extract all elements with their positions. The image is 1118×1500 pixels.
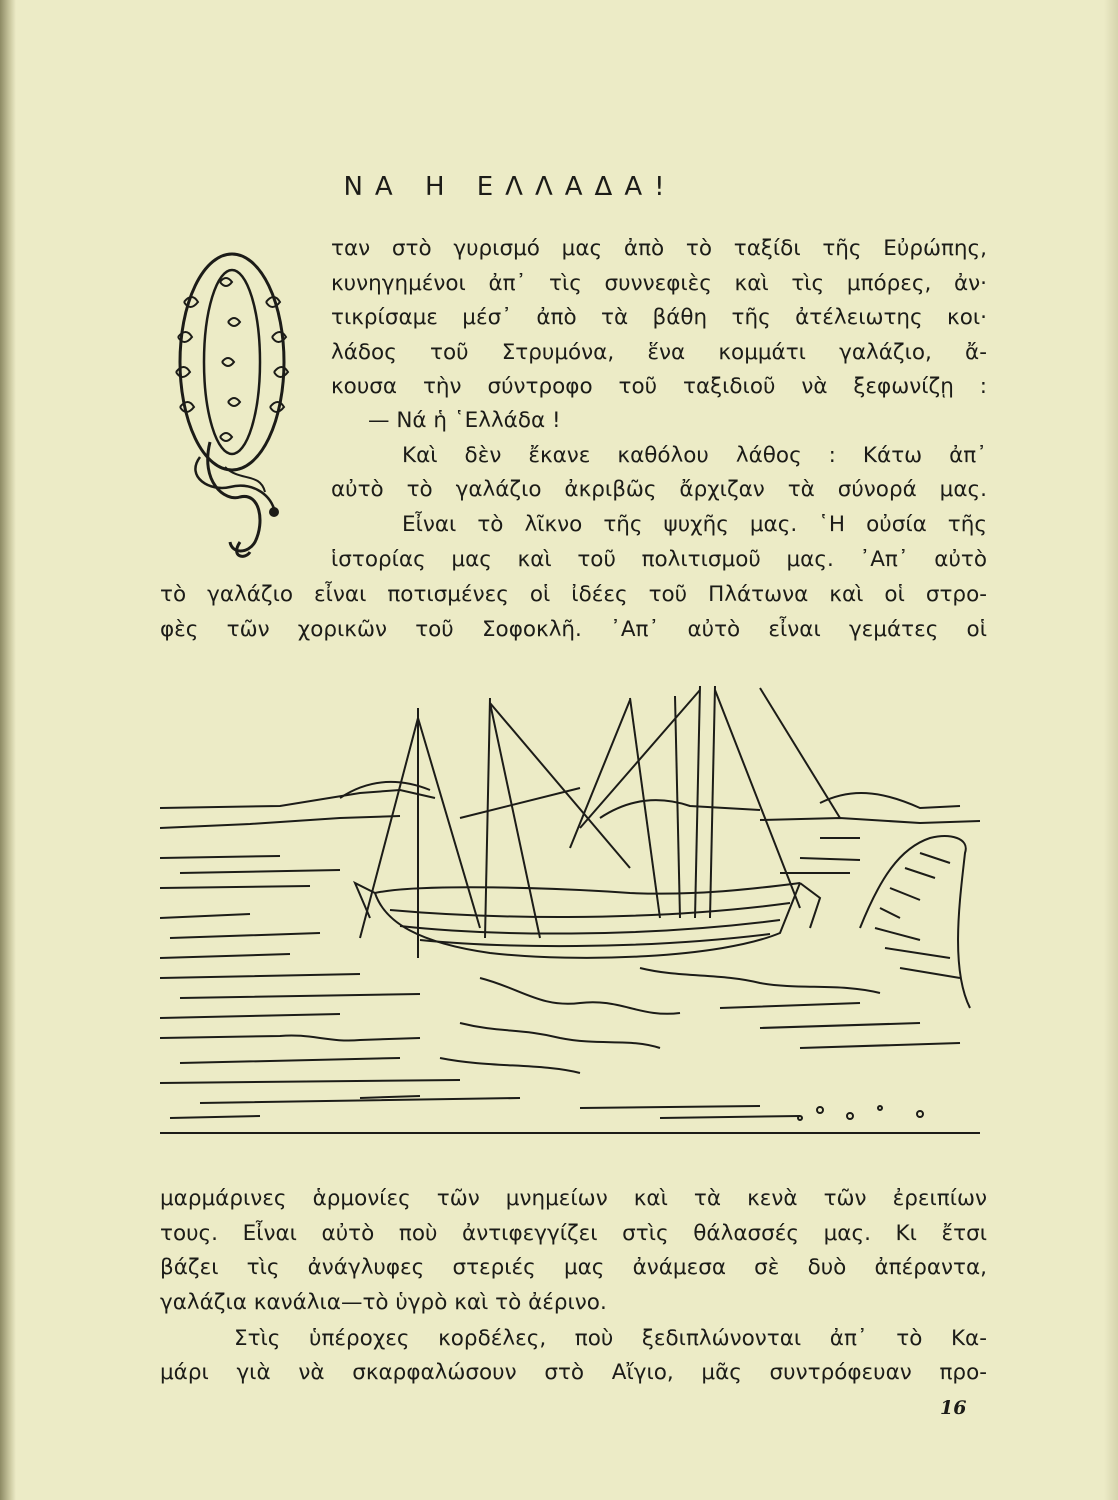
text-line: τικρίσαμε μέσ᾿ ἀπὸ τὰ βάθη τῆς ἀτέλειωτης κοι· <box>331 305 987 330</box>
paragraph-2-line-3 <box>402 508 987 543</box>
text-line: βάζει τὶς ἀνάγλυφες στεριές μας ἀνάμεσα σὲ δυὸ ἀπέραντα, <box>160 1255 987 1280</box>
page-binding-edge <box>0 0 16 1500</box>
text-line: ταν στὸ γυρισμό μας ἀπὸ τὸ ταξίδι τῆς Εὐρώπης, <box>331 236 987 261</box>
text-line: Καὶ δὲν ἔκανε καθόλου λάθος : Κάτω ἀπ᾿ <box>402 443 987 468</box>
text-line: κουσα τὴν σύντροφο τοῦ ταξιδιοῦ νὰ ξεφωνίζῃ : <box>331 374 987 399</box>
chapter-title: ΝΑ Η ΕΛΛΑΔΑ! <box>343 172 677 202</box>
paragraph-2-line-2 <box>331 473 987 508</box>
text-line: λάδος τοῦ Στρυμόνα, ἕνα κομμάτι γαλάζιο, ἄ- <box>331 339 987 365</box>
paragraph-4-second-line <box>160 1356 987 1391</box>
text-line: μάρι γιὰ νὰ σκαρφαλώσουν στὸ Αἴγιο, μᾶς συντρόφευαν προ- <box>160 1360 987 1385</box>
text-line: — Νά ἡ ῾Ελλάδα ! <box>368 408 561 433</box>
text-line: αὐτὸ τὸ γαλάζιο ἀκριβῶς ἄρχιζαν τὰ σύνορά μας. <box>331 477 987 502</box>
ornamental-drop-cap-icon <box>170 242 305 562</box>
text-line: γαλάζια κανάλια—τὸ ὑγρὸ καὶ τὸ ἀέρινο. <box>160 1289 607 1315</box>
paragraph-4-first-line <box>234 1322 987 1357</box>
paragraph-2-start <box>402 439 987 474</box>
page-number: 16 <box>940 1397 967 1419</box>
exclamation-line <box>368 404 768 439</box>
text-line: Στὶς ὑπέροχες κορδέλες, ποὺ ξεδιπλώνονται ἀπ᾿ τὸ Κα- <box>234 1326 987 1351</box>
paragraph-3 <box>160 1182 987 1320</box>
drop-cap-initial <box>170 242 305 562</box>
paragraph-2-full-width <box>160 578 987 647</box>
sailing-boat-engraving-icon <box>160 678 980 1150</box>
text-line: φὲς τῶν χορικῶν τοῦ Σοφοκλῆ. ᾿Απ᾿ αὐτὸ εἶναι γεμάτες οἱ <box>160 616 987 642</box>
text-line: κυνηγημένοι ἀπ᾿ τὶς συννεφιὲς καὶ τὶς μπόρες, ἀν· <box>331 270 987 296</box>
text-line: Εἶναι τὸ λῖκνο τῆς ψυχῆς μας. ῾Η οὐσία τῆς <box>402 512 987 537</box>
text-line: τὸ γαλάζιο εἶναι ποτισμένες οἱ ἰδέες τοῦ Πλάτωνα καὶ οἱ στρο- <box>160 582 987 607</box>
text-line: τους. Εἶναι αὐτὸ ποὺ ἀντιφεγγίζει στὶς θάλασσές μας. Κι ἔτσι <box>160 1220 987 1246</box>
boat-illustration <box>160 678 980 1150</box>
paragraph-2-line-4 <box>331 543 987 578</box>
text-line: ἱστορίας μας καὶ τοῦ πολιτισμοῦ μας. ᾿Απ᾿ αὐτὸ <box>331 547 987 572</box>
paragraph-1 <box>331 232 987 405</box>
text-line: μαρμάρινες ἁρμονίες τῶν μνημείων καὶ τὰ κενὰ τῶν ἐρειπίων <box>160 1186 987 1211</box>
page-right-edge <box>1104 0 1118 1500</box>
